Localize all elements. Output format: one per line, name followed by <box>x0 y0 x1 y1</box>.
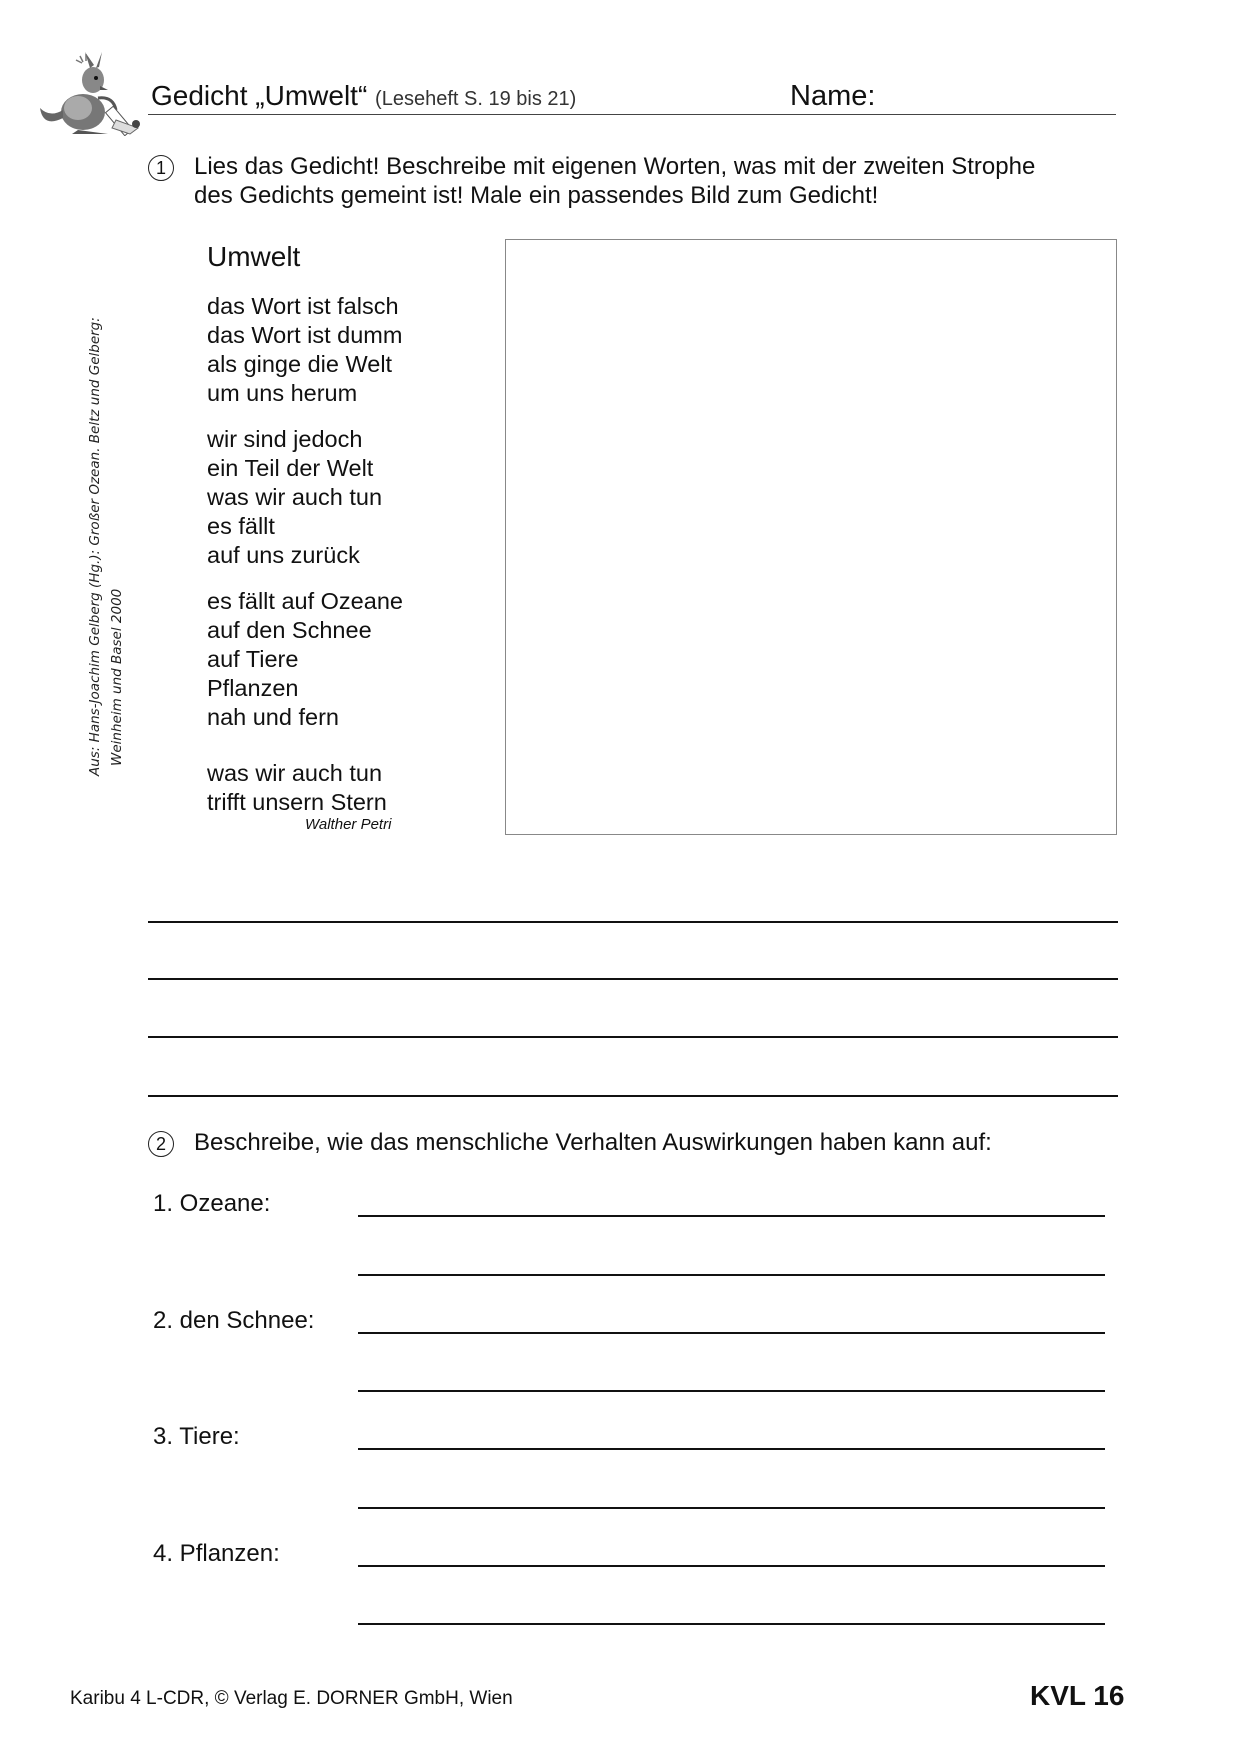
drawing-area[interactable] <box>505 239 1117 835</box>
poem-stanza-2 <box>207 425 382 570</box>
answer-line[interactable] <box>358 1215 1105 1217</box>
task-1-line-1: Lies das Gedicht! Beschreibe mit eigenen Worten, was mit der zweiten Strophe <box>194 153 1036 180</box>
answer-line[interactable] <box>148 978 1118 980</box>
answer-line[interactable] <box>148 921 1118 923</box>
item-label-ozeane: 1. Ozeane: <box>153 1190 271 1217</box>
source-citation <box>84 306 144 776</box>
footer-page-code: KVL 16 <box>1030 1680 1125 1711</box>
poem-title: Umwelt <box>207 241 301 272</box>
source-line-1: Aus: Hans-Joachim Gelberg (Hg.): Großer Ozean. Beltz und Gelberg: <box>87 317 103 776</box>
answer-line[interactable] <box>358 1623 1105 1625</box>
answer-line[interactable] <box>148 1036 1118 1038</box>
poem-line: auf den Schnee <box>207 617 372 643</box>
kangaroo-mascot-icon <box>38 48 148 136</box>
answer-line[interactable] <box>358 1507 1105 1509</box>
poem-line: als ginge die Welt <box>207 351 393 377</box>
name-label: Name: <box>790 80 876 112</box>
poem-line: auf uns zurück <box>207 542 360 568</box>
answer-line[interactable] <box>148 1095 1118 1097</box>
item-label-tiere: 3. Tiere: <box>153 1423 240 1450</box>
poem-line: es fällt auf Ozeane <box>207 588 403 614</box>
item-label-schnee: 2. den Schnee: <box>153 1307 315 1334</box>
poem-line: das Wort ist falsch <box>207 293 399 319</box>
poem-stanza-3 <box>207 587 403 732</box>
poem-line: um uns herum <box>207 380 358 406</box>
poem-line: es fällt <box>207 513 275 539</box>
task-2-number: 2 <box>148 1131 174 1157</box>
header-rule <box>148 114 1116 115</box>
answer-line[interactable] <box>358 1332 1105 1334</box>
poem-line: trifft unsern Stern <box>207 789 387 815</box>
poem-line: Pflanzen <box>207 675 299 701</box>
poem-line: das Wort ist dumm <box>207 322 403 348</box>
answer-line[interactable] <box>358 1274 1105 1276</box>
worksheet-title-text: Gedicht „Umwelt“ <box>151 80 368 111</box>
task-1-instructions <box>194 152 1035 210</box>
worksheet-title <box>151 80 576 112</box>
poem-stanza-1 <box>207 292 402 408</box>
item-label-pflanzen: 4. Pflanzen: <box>153 1540 280 1567</box>
poem-line: auf Tiere <box>207 646 299 672</box>
answer-line[interactable] <box>358 1448 1105 1450</box>
worksheet-subtitle: (Leseheft S. 19 bis 21) <box>375 88 577 110</box>
answer-line[interactable] <box>358 1390 1105 1392</box>
task-2-instructions: Beschreibe, wie das menschliche Verhalten Auswirkungen haben kann auf: <box>194 1129 992 1156</box>
poem-line: was wir auch tun <box>207 760 383 786</box>
task-1-number: 1 <box>148 155 174 181</box>
poem-line: nah und fern <box>207 704 339 730</box>
poem-line: was wir auch tun <box>207 484 383 510</box>
task-1-line-2: des Gedichts gemeint ist! Male ein passendes Bild zum Gedicht! <box>194 182 879 209</box>
source-line-2: Weinheim und Basel 2000 <box>109 588 125 766</box>
answer-line[interactable] <box>358 1565 1105 1567</box>
poem-stanza-4 <box>207 759 387 817</box>
poem-line: ein Teil der Welt <box>207 455 374 481</box>
poem-author: Walther Petri <box>305 816 392 833</box>
footer-copyright: Karibu 4 L-CDR, © Verlag E. DORNER GmbH, Wien <box>70 1688 513 1709</box>
poem-line: wir sind jedoch <box>207 426 363 452</box>
